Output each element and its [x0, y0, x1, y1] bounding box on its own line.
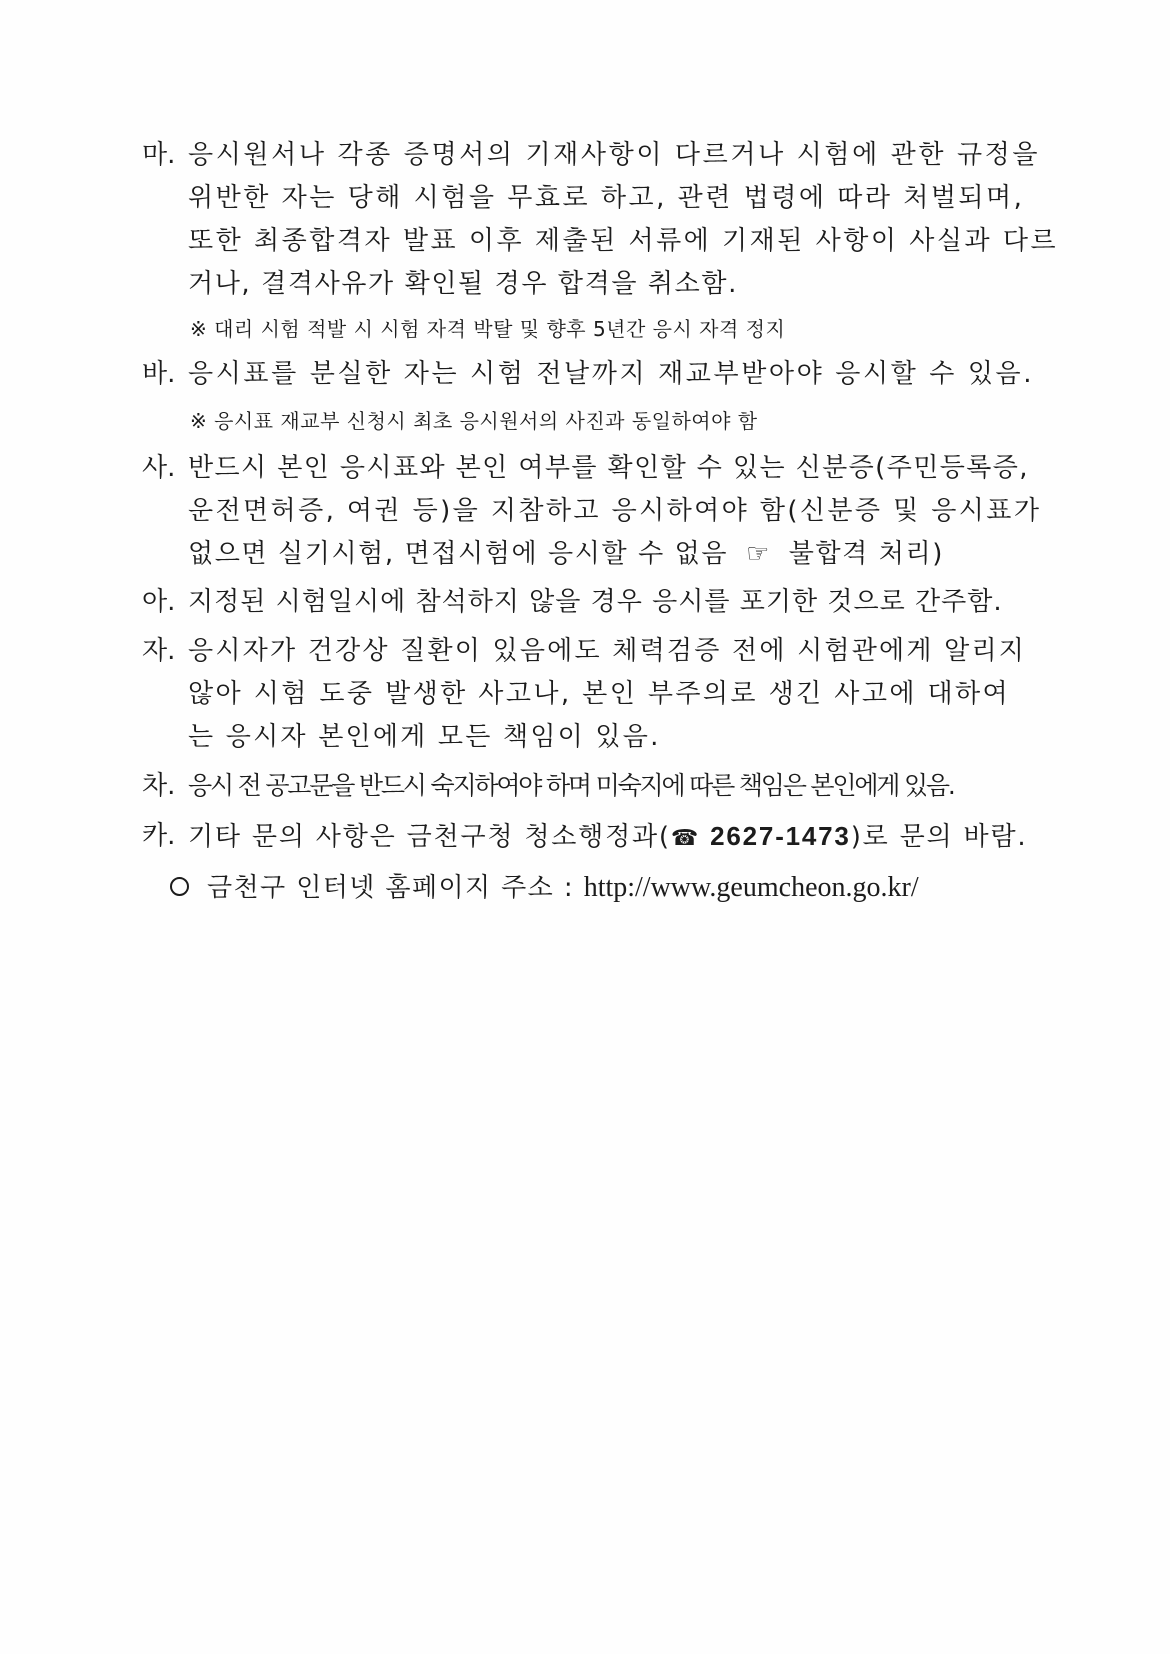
- item-marker: 카.: [142, 821, 176, 851]
- homepage-label: 금천구 인터넷 홈페이지 주소 :: [207, 873, 584, 903]
- item-text-line: 또한 최종합격자 발표 이후 제출된 서류에 기재된 사항이 사실과 다르: [188, 226, 1059, 256]
- phone-icon: ☎: [670, 826, 701, 851]
- item-text-line: [188, 821, 1027, 854]
- item-text-line: 거나, 결격사유가 확인될 경우 합격을 취소함.: [188, 269, 738, 299]
- item-text-line: 운전면허증, 여권 등)을 지참하고 응시하여야 함(신분증 및 응시표가: [188, 496, 1042, 526]
- item-note: ※ 대리 시험 적발 시 시험 자격 박탈 및 향후 5년간 응시 자격 정지: [190, 317, 786, 341]
- item-text-segment: 기타 문의 사항은 금천구청 청소행정과(: [188, 822, 671, 852]
- item-text-line: 응시자가 건강상 질환이 있음에도 체력검증 전에 시험관에게 알리지: [188, 636, 1027, 666]
- item-note: ※ 응시표 재교부 신청시 최초 응시원서의 사진과 동일하여야 함: [190, 409, 758, 433]
- homepage-url-link[interactable]: http://www.geumcheon.go.kr/: [583, 872, 919, 903]
- homepage-line: [170, 873, 919, 903]
- item-marker: 바.: [142, 359, 176, 389]
- phone-number: 2627-1473: [710, 821, 851, 851]
- item-text-line: 응시원서나 각종 증명서의 기재사항이 다르거나 시험에 관한 규정을: [188, 140, 1041, 170]
- item-text-line: 반드시 본인 응시표와 본인 여부를 확인할 수 있는 신분증(주민등록증,: [188, 453, 1029, 483]
- item-text-line: 위반한 자는 당해 시험을 무효로 하고, 관련 법령에 따라 처벌되며,: [188, 183, 1025, 213]
- item-text-line: 응시 전 공고문을 반드시 숙지하여야 하며 미숙지에 따른 책임은 본인에게 있음.: [188, 771, 954, 800]
- item-text-line: 응시표를 분실한 자는 시험 전날까지 재교부받아야 응시할 수 있음.: [188, 359, 1035, 389]
- item-text-segment: )로 문의 바람.: [850, 822, 1028, 852]
- item-text-line: 지정된 시험일시에 참석하지 않을 경우 응시를 포기한 것으로 간주함.: [188, 587, 1003, 617]
- item-text-segment: 없으면 실기시험, 면접시험에 응시할 수 없음: [188, 539, 729, 569]
- item-marker: 사.: [142, 453, 176, 483]
- pointing-hand-icon: ☞: [745, 539, 771, 569]
- item-text-line: 는 응시자 본인에게 모든 책임이 있음.: [188, 722, 661, 752]
- item-text-line: 않아 시험 도중 발생한 사고나, 본인 부주의로 생긴 사고에 대하여: [188, 679, 1011, 709]
- item-text-line: [188, 539, 944, 569]
- item-marker: 마.: [142, 140, 176, 170]
- item-text-segment: 불합격 처리): [788, 539, 944, 569]
- item-marker: 차.: [142, 771, 176, 801]
- item-marker: 아.: [142, 587, 176, 617]
- circle-bullet-icon: [170, 877, 189, 896]
- item-marker: 자.: [142, 636, 176, 666]
